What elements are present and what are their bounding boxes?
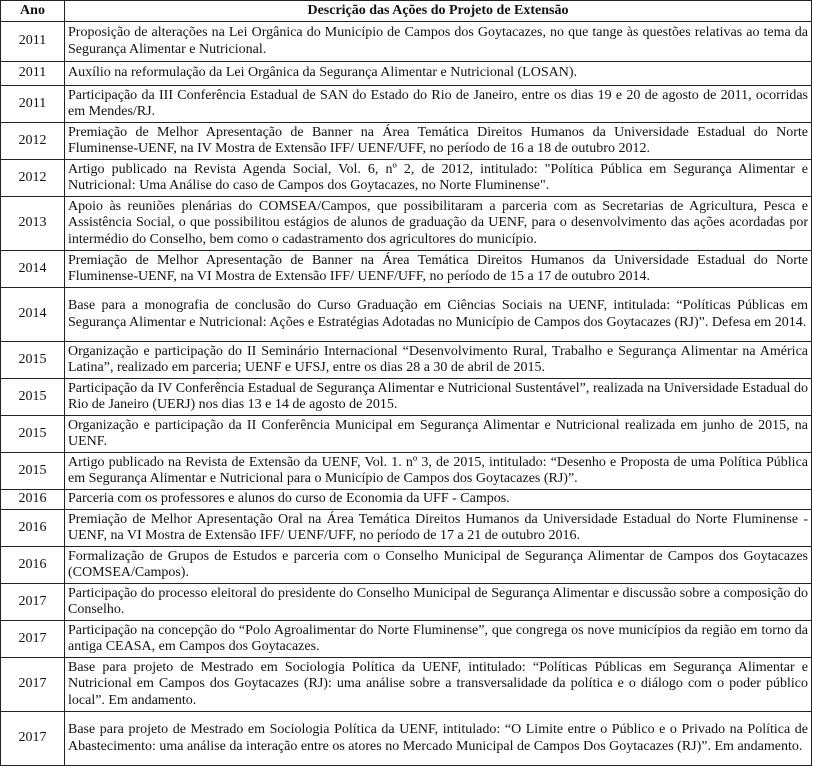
row-year: 2011 bbox=[1, 22, 65, 62]
row-description: Premiação de Melhor Apresentação de Banner na Área Temática Direitos Humanos da Universidade Estadual do Norte Fluminense-UENF, na VI Mostra de Extensão IFF/ UENF/UFF, no período de 15 a 17 de outubro 2014. bbox=[65, 251, 812, 288]
table-row bbox=[1, 251, 812, 288]
row-year: 2016 bbox=[1, 510, 65, 547]
table-row bbox=[1, 547, 812, 584]
row-year: 2016 bbox=[1, 547, 65, 584]
header-row bbox=[1, 1, 812, 22]
row-year: 2017 bbox=[1, 621, 65, 658]
row-description: Premiação de Melhor Apresentação Oral na Área Temática Direitos Humanos da Universidade Estadual do Norte Fluminense - UENF, na VI Mostra de Extensão IFF/ UENF/UFF, no período de 17 a 21 de outubro 2016. bbox=[65, 510, 812, 547]
table-row bbox=[1, 379, 812, 416]
row-year: 2017 bbox=[1, 584, 65, 621]
row-description: Base para projeto de Mestrado em Sociologia Política da UENF, intitulado: “Políticas Públicas em Segurança Alimentar e Nutricional em Campos dos Goytacazes (RJ): uma análise sobre a transversalidade da política e o diálogo com o poder público local”. Em andamento. bbox=[65, 658, 812, 712]
row-description: Organização e participação da II Conferência Municipal em Segurança Alimentar e Nutricional realizada em junho de 2015, na UENF. bbox=[65, 416, 812, 453]
row-year: 2014 bbox=[1, 288, 65, 342]
row-description: Auxílio na reformulação da Lei Orgânica da Segurança Alimentar e Nutricional (LOSAN). bbox=[65, 62, 812, 86]
header-description: Descrição das Ações do Projeto de Extensão bbox=[65, 1, 812, 22]
table-header bbox=[1, 1, 812, 22]
table-row bbox=[1, 22, 812, 62]
row-description: Artigo publicado na Revista Agenda Social, Vol. 6, nº 2, de 2012, intitulado: "Política Pública em Segurança Alimentar e Nutricional: Uma Análise do caso de Campos dos Goytacazes, no Norte Fluminense". bbox=[65, 160, 812, 197]
row-year: 2014 bbox=[1, 251, 65, 288]
row-year: 2017 bbox=[1, 712, 65, 766]
row-description: Organização e participação do II Seminário Internacional “Desenvolvimento Rural, Trabalho e Segurança Alimentar na América Latina”, realizado em parceria; UENF e UFSJ, entre os dias 28 a 30 de abril de 2015. bbox=[65, 342, 812, 379]
row-description: Parceria com os professores e alunos do curso de Economia da UFF - Campos. bbox=[65, 490, 812, 510]
row-year: 2016 bbox=[1, 490, 65, 510]
row-year: 2012 bbox=[1, 123, 65, 160]
row-description: Formalização de Grupos de Estudos e parceria com o Conselho Municipal de Segurança Alimentar de Campos dos Goytacazes (COMSEA/Campos). bbox=[65, 547, 812, 584]
row-description: Participação da IV Conferência Estadual de Segurança Alimentar e Nutricional Sustentável”, realizada na Universidade Estadual do Rio de Janeiro (UERJ) nos dias 13 e 14 de agosto de 2015. bbox=[65, 379, 812, 416]
table-row bbox=[1, 584, 812, 621]
table-row bbox=[1, 712, 812, 766]
table-row bbox=[1, 86, 812, 123]
row-year: 2011 bbox=[1, 62, 65, 86]
table-body bbox=[1, 22, 812, 766]
row-year: 2015 bbox=[1, 342, 65, 379]
row-description: Base para a monografia de conclusão do Curso Graduação em Ciências Sociais na UENF, intitulada: “Políticas Públicas em Segurança Alimentar e Nutricional: Ações e Estratégias Adotadas no Município de Campos dos Goytacazes (RJ)”. Defesa em 2014. bbox=[65, 288, 812, 342]
row-year: 2015 bbox=[1, 453, 65, 490]
table-row bbox=[1, 197, 812, 251]
table-row bbox=[1, 621, 812, 658]
table-row bbox=[1, 123, 812, 160]
row-description: Participação na concepção do “Polo Agroalimentar do Norte Fluminense”, que congrega os nove municípios da região em torno da antiga CEASA, em Campos dos Goytacazes. bbox=[65, 621, 812, 658]
row-year: 2011 bbox=[1, 86, 65, 123]
table-row bbox=[1, 160, 812, 197]
row-description: Participação da III Conferência Estadual de SAN do Estado do Rio de Janeiro, entre os dias 19 e 20 de agosto de 2011, ocorridas em Mendes/RJ. bbox=[65, 86, 812, 123]
table-row bbox=[1, 658, 812, 712]
row-description: Artigo publicado na Revista de Extensão da UENF, Vol. 1. nº 3, de 2015, intitulado: “Desenho e Proposta de uma Política Pública em Segurança Alimentar e Nutricional para o Município de Campos dos Goytacazes (RJ)”. bbox=[65, 453, 812, 490]
row-description: Apoio às reuniões plenárias do COMSEA/Campos, que possibilitaram a parceria com as Secretarias de Agricultura, Pesca e Assistência Social, o que possibilitou estágios de alunos de graduação da UENF, para o desenvolvimento das ações acordadas por intermédio do Conselho, bem como o cadastramento dos agricultores do município. bbox=[65, 197, 812, 251]
header-year: Ano bbox=[1, 1, 65, 22]
row-year: 2012 bbox=[1, 160, 65, 197]
table-row bbox=[1, 342, 812, 379]
row-description: Base para projeto de Mestrado em Sociologia Política da UENF, intitulado: “O Limite entre o Público e o Privado na Política de Abastecimento: uma análise da interação entre os atores no Mercado Municipal de Campos Dos Goytacazes (RJ)”. Em andamento. bbox=[65, 712, 812, 766]
table-row bbox=[1, 288, 812, 342]
row-description: Participação do processo eleitoral do presidente do Conselho Municipal de Segurança Alimentar e discussão sobre a composição do Conselho. bbox=[65, 584, 812, 621]
row-year: 2015 bbox=[1, 379, 65, 416]
table-row bbox=[1, 490, 812, 510]
row-description: Premiação de Melhor Apresentação de Banner na Área Temática Direitos Humanos da Universidade Estadual do Norte Fluminense-UENF, na IV Mostra de Extensão IFF/ UENF/UFF, no período de 16 a 18 de outubro 2012. bbox=[65, 123, 812, 160]
row-year: 2015 bbox=[1, 416, 65, 453]
table-row bbox=[1, 416, 812, 453]
table-row bbox=[1, 62, 812, 86]
row-year: 2013 bbox=[1, 197, 65, 251]
table-row bbox=[1, 453, 812, 490]
row-description: Proposição de alterações na Lei Orgânica do Município de Campos dos Goytacazes, no que tange às questões relativas ao tema da Segurança Alimentar e Nutricional. bbox=[65, 22, 812, 62]
row-year: 2017 bbox=[1, 658, 65, 712]
table-row bbox=[1, 510, 812, 547]
